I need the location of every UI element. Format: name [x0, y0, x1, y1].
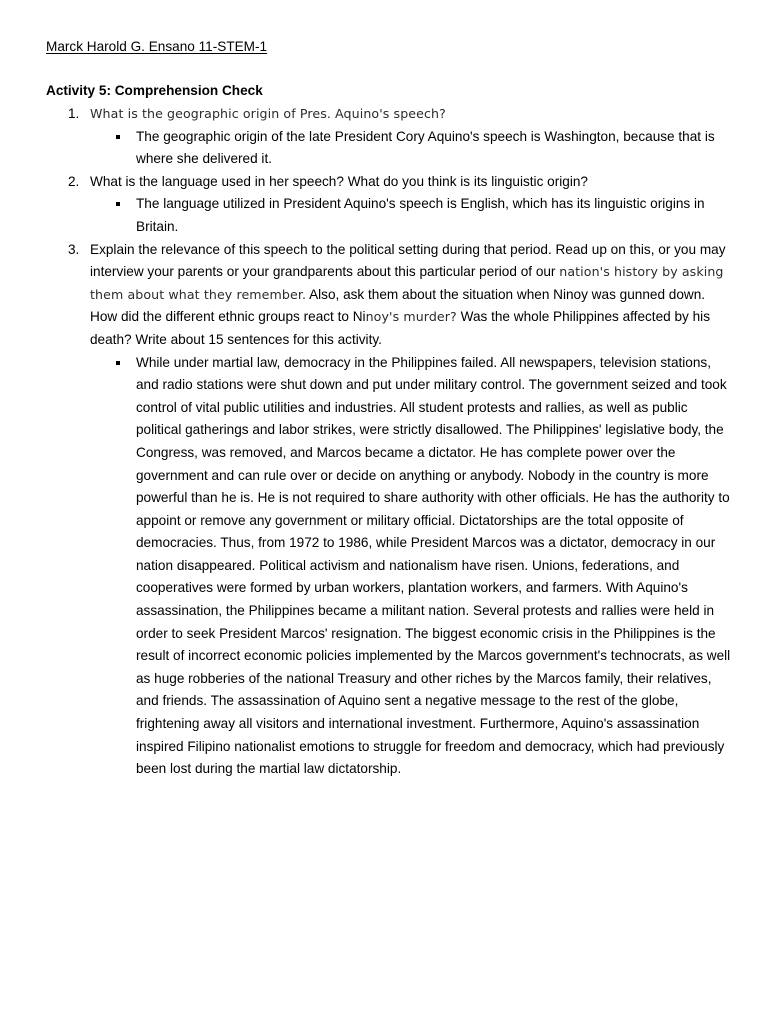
activity-title: Activity 5: Comprehension Check	[46, 83, 263, 98]
answer-text: The geographic origin of the late President Cory Aquino's speech is Washington, because that is where she delivered it.	[136, 128, 715, 167]
question-number: 2.	[68, 173, 80, 189]
answer-list	[90, 352, 736, 781]
question-item-2	[46, 171, 736, 239]
answer-list	[90, 126, 736, 171]
square-bullet-icon	[116, 135, 120, 139]
answer-item	[90, 126, 736, 171]
question-item-1	[46, 103, 736, 171]
question-text-part: Explain the relevance of this speech to the political setting during that period. Read up on this, or you may interview your parents or your grandparents about this particular period of our	[90, 241, 726, 280]
question-text-part: Also, ask them about the situation when Ninoy was gunned down. How did the different ethnic groups react to Ni	[90, 286, 706, 325]
question-text	[90, 239, 736, 352]
answer-item	[90, 352, 736, 781]
answer-item	[90, 193, 736, 238]
question-text-part: nation's history by asking them about what they remember.	[90, 264, 724, 302]
question-number: 3.	[68, 241, 80, 257]
answer-list	[90, 193, 736, 238]
square-bullet-icon	[116, 202, 120, 206]
question-text-part: Was the whole Philippines affected by his death? Write about 15 sentences for this activity.	[90, 309, 710, 347]
answer-text: While under martial law, democracy in the Philippines failed. All newspapers, television stations, and radio stations were shut down and put under military control. The government seized and took control of vital public utilities and industries. All student protests and rallies, as well as public political gatherings and labor strikes, were strictly disallowed. The Philippines' legislative body, the Congress, was removed, and Marcos became a dictator. He has complete power over the government and can rule over or decide on anything or anybody. Nobody in the country is more powerful than he is. He is not required to share authority with other officials. He has the authority to appoint or remove any government or military official. Dictatorships are the total opposite of democracies. Thus, from 1972 to 1986, while President Marcos was a dictator, democracy in our nation disappeared. Political activism and nationalism have risen. Unions, federations, and cooperatives were formed by urban workers, plantation workers, and farmers. With Aquino's assassination, the Philippines became a militant nation. Several protests and rallies were held in order to seek President Marcos' resignation. The biggest economic crisis in the Philippines is the result of incorrect economic policies implemented by the Marcos government's technocrats, as well as huge robberies of the national Treasury and other riches by the Marcos family, their relatives, and friends. The assassination of Aquino sent a negative message to the rest of the globe, frightening away all visitors and international investment. Furthermore, Aquino's assassination inspired Filipino nationalist emotions to struggle for freedom and democracy, which had previously been lost during the martial law dictatorship.	[136, 354, 731, 777]
question-text-part: noy's murder?	[365, 309, 457, 325]
author-line: Marck Harold G. Ensano 11-STEM-1	[46, 39, 268, 54]
question-list	[46, 103, 736, 781]
question-text: What is the geographic origin of Pres. Aquino's speech?	[90, 106, 446, 121]
answer-text: The language utilized in President Aquino's speech is English, which has its linguistic origins in Britain.	[136, 196, 705, 234]
question-number: 1.	[68, 106, 80, 121]
question-text: What is the language used in her speech? What do you think is its linguistic origin?	[90, 173, 588, 189]
square-bullet-icon	[116, 361, 120, 365]
question-item-3	[46, 239, 736, 781]
